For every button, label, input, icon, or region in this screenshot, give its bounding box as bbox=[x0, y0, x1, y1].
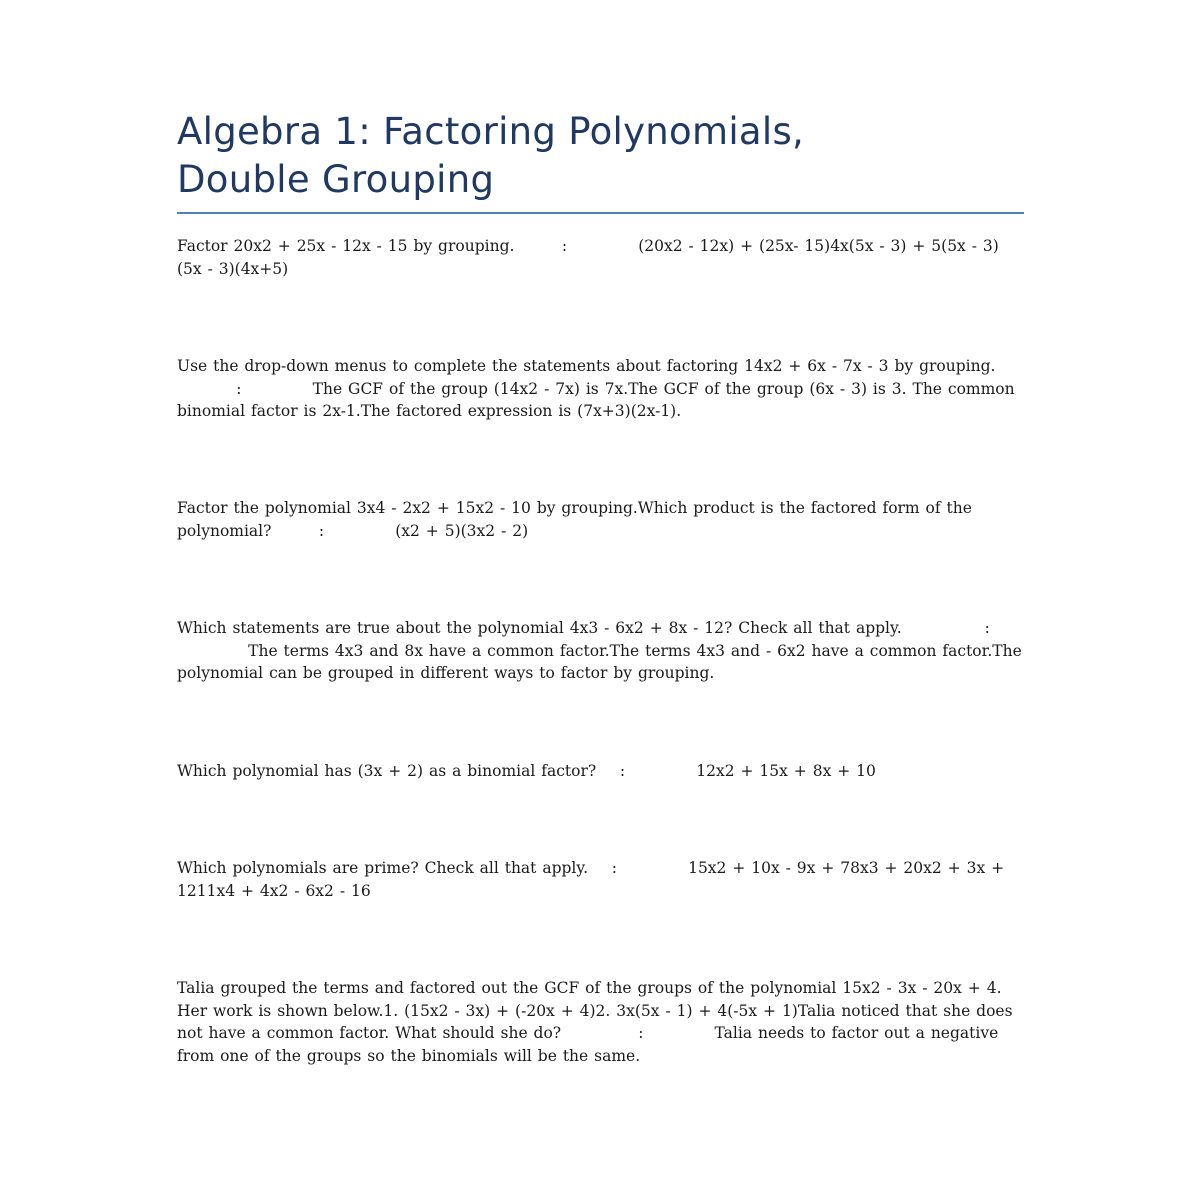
title-line-1: Algebra 1: Factoring Polynomials, bbox=[177, 110, 805, 153]
separator: : bbox=[611, 859, 617, 877]
qa-item-7 bbox=[177, 977, 1022, 1067]
answer-text: The GCF of the group (14x2 - 7x) is 7x.The GCF of the group (6x - 3) is 3. The common binomial factor is 2x-1.The factored expression is (7x+3)(2x-1). bbox=[177, 379, 1015, 421]
separator: : bbox=[638, 1024, 644, 1043]
qa-item-2 bbox=[177, 355, 1022, 423]
answer-text: The terms 4x3 and 8x have a common factor.The terms 4x3 and - 6x2 have a common factor.The polynomial can be grouped in different ways to factor by grouping. bbox=[177, 641, 1022, 683]
answer-text: Talia needs to factor out a negative from one of the groups so the binomials will be the same. bbox=[177, 1024, 999, 1065]
answer-text: (20x2 - 12x) + (25x- 15)4x(5x - 3) + 5(5x - 3)(5x - 3)(4x+5) bbox=[177, 237, 999, 278]
question-text: Talia grouped the terms and factored out the GCF of the groups of the polynomial 15x2 - 3x - 20x + 4. Her work is shown below.1. (15x2 - 3x) + (-20x + 4)2. 3x(5x - 1) + 4(-5x + 1)Talia noticed that she does not have a common factor. What should she do? bbox=[177, 979, 1013, 1043]
qa-item-3 bbox=[177, 497, 1022, 542]
separator: : bbox=[619, 762, 626, 780]
qa-item-5 bbox=[177, 760, 1022, 783]
question-text: Factor the polynomial 3x4 - 2x2 + 15x2 - 10 by grouping.Which product is the factored form of the polynomial? bbox=[177, 499, 972, 540]
title-underline bbox=[177, 212, 1024, 214]
qa-item-6 bbox=[177, 857, 1022, 902]
qa-item-4 bbox=[177, 617, 1022, 685]
separator: : bbox=[236, 379, 242, 398]
title-line-2: Double Grouping bbox=[177, 158, 495, 201]
page-title bbox=[177, 108, 1022, 204]
answer-text: (x2 + 5)(3x2 - 2) bbox=[395, 521, 529, 540]
separator: : bbox=[984, 619, 990, 637]
question-text: Which statements are true about the polynomial 4x3 - 6x2 + 8x - 12? Check all that apply. bbox=[177, 619, 902, 637]
question-text: Which polynomials are prime? Check all that apply. bbox=[177, 859, 588, 877]
separator: : bbox=[561, 237, 568, 255]
document-page bbox=[177, 108, 1022, 1065]
question-text: Factor 20x2 + 25x - 12x - 15 by grouping. bbox=[177, 237, 515, 255]
separator: : bbox=[318, 521, 325, 540]
answer-text: 15x2 + 10x - 9x + 78x3 + 20x2 + 3x + 1211x4 + 4x2 - 6x2 - 16 bbox=[177, 859, 1005, 900]
question-text: Which polynomial has (3x + 2) as a binomial factor? bbox=[177, 762, 597, 780]
qa-item-1 bbox=[177, 235, 1022, 280]
question-text: Use the drop-down menus to complete the statements about factoring 14x2 + 6x - 7x - 3 by grouping. bbox=[177, 357, 996, 375]
answer-text: 12x2 + 15x + 8x + 10 bbox=[696, 762, 876, 780]
